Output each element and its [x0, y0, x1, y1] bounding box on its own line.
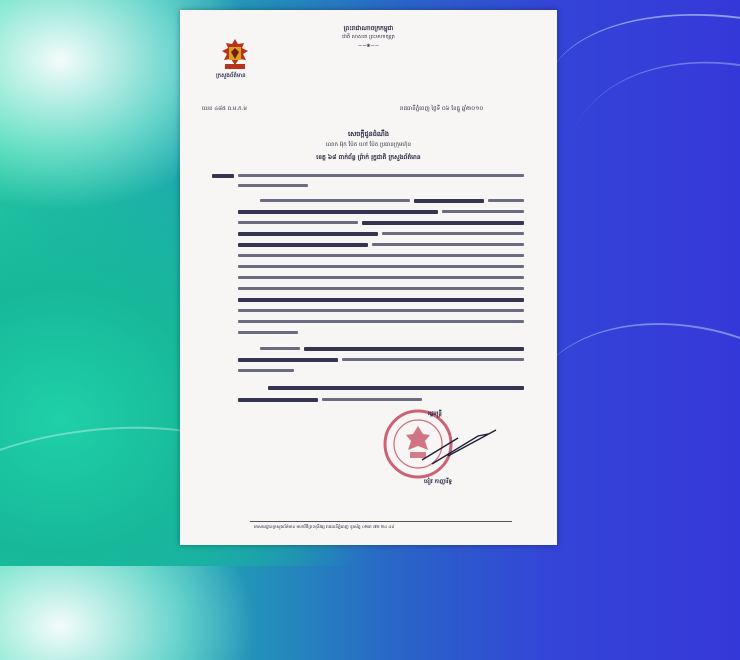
signature [418, 420, 508, 470]
motto-header: ជាតិ សាសនា ព្រះមហាក្សត្រ [342, 34, 395, 40]
text-line [238, 298, 524, 302]
text-line [238, 276, 524, 279]
text-line [342, 358, 524, 361]
text-line [238, 369, 294, 372]
text-line [238, 232, 378, 236]
text-line [362, 221, 524, 225]
text-line [304, 347, 524, 351]
text-line [212, 174, 234, 178]
document-subject: ខេត្ត ៦៨ ពាក់ព័ន្ធ ព្រ៉ាក់ រុក្ខជាតិ ក្រសួងព័ត៌មាន [316, 154, 421, 161]
document-subtitle: លោក អ៊ុក ប៉ែត ហៅ ប៉ែត ប្រធានក្រុមហ៊ុន [325, 142, 412, 148]
document-title: សេចក្តីជូនដំណឹង [348, 130, 389, 138]
text-line [238, 331, 298, 334]
text-line [238, 358, 338, 362]
text-line [268, 386, 524, 390]
text-line [322, 398, 422, 401]
kingdom-header: ព្រះរាជាណាចក្រកម្ពុជា [343, 25, 394, 32]
text-line [238, 398, 318, 402]
text-line [382, 232, 524, 235]
text-line [442, 210, 524, 213]
date-line: រាជធានីភ្នំពេញ ថ្ងៃទី ០៦ ខែធ្នូ ឆ្នាំ២០១០ [400, 106, 484, 112]
signer-name: ខៀវ កាញារីទ្ធ [424, 479, 452, 485]
text-line [238, 309, 524, 312]
text-line [238, 221, 358, 224]
text-line [414, 199, 484, 203]
text-line [238, 254, 524, 257]
text-line [260, 199, 410, 202]
text-line [488, 199, 524, 202]
text-line [238, 265, 524, 268]
org-name: ក្រសួងព័ត៌មាន [216, 73, 246, 79]
text-line [372, 243, 524, 246]
footer-address: អាសយដ្ឋានក្រសួងព័ត៌មាន មហាវិថីព្រះមុនីវង្ស រាជធានីភ្នំពេញ ទូរស័ព្ទ ០២៣ ៧២ ២៤ ៤៨ [254, 524, 395, 529]
letter-document [180, 10, 557, 545]
text-line [238, 210, 438, 214]
text-line [238, 184, 308, 187]
reference-number: លេខ ៤៨៥ ព.ម.ក.ម [202, 106, 247, 112]
text-line [260, 347, 300, 350]
text-line [238, 243, 368, 247]
text-line [238, 174, 524, 177]
footer-divider [250, 521, 512, 522]
ministry-emblem-icon [220, 38, 250, 70]
text-line [238, 287, 524, 290]
header-ornament: ∽∽❀∽∽ [358, 43, 379, 49]
signer-title: រដ្ឋមន្ត្រី [428, 411, 442, 417]
text-line [238, 320, 524, 323]
